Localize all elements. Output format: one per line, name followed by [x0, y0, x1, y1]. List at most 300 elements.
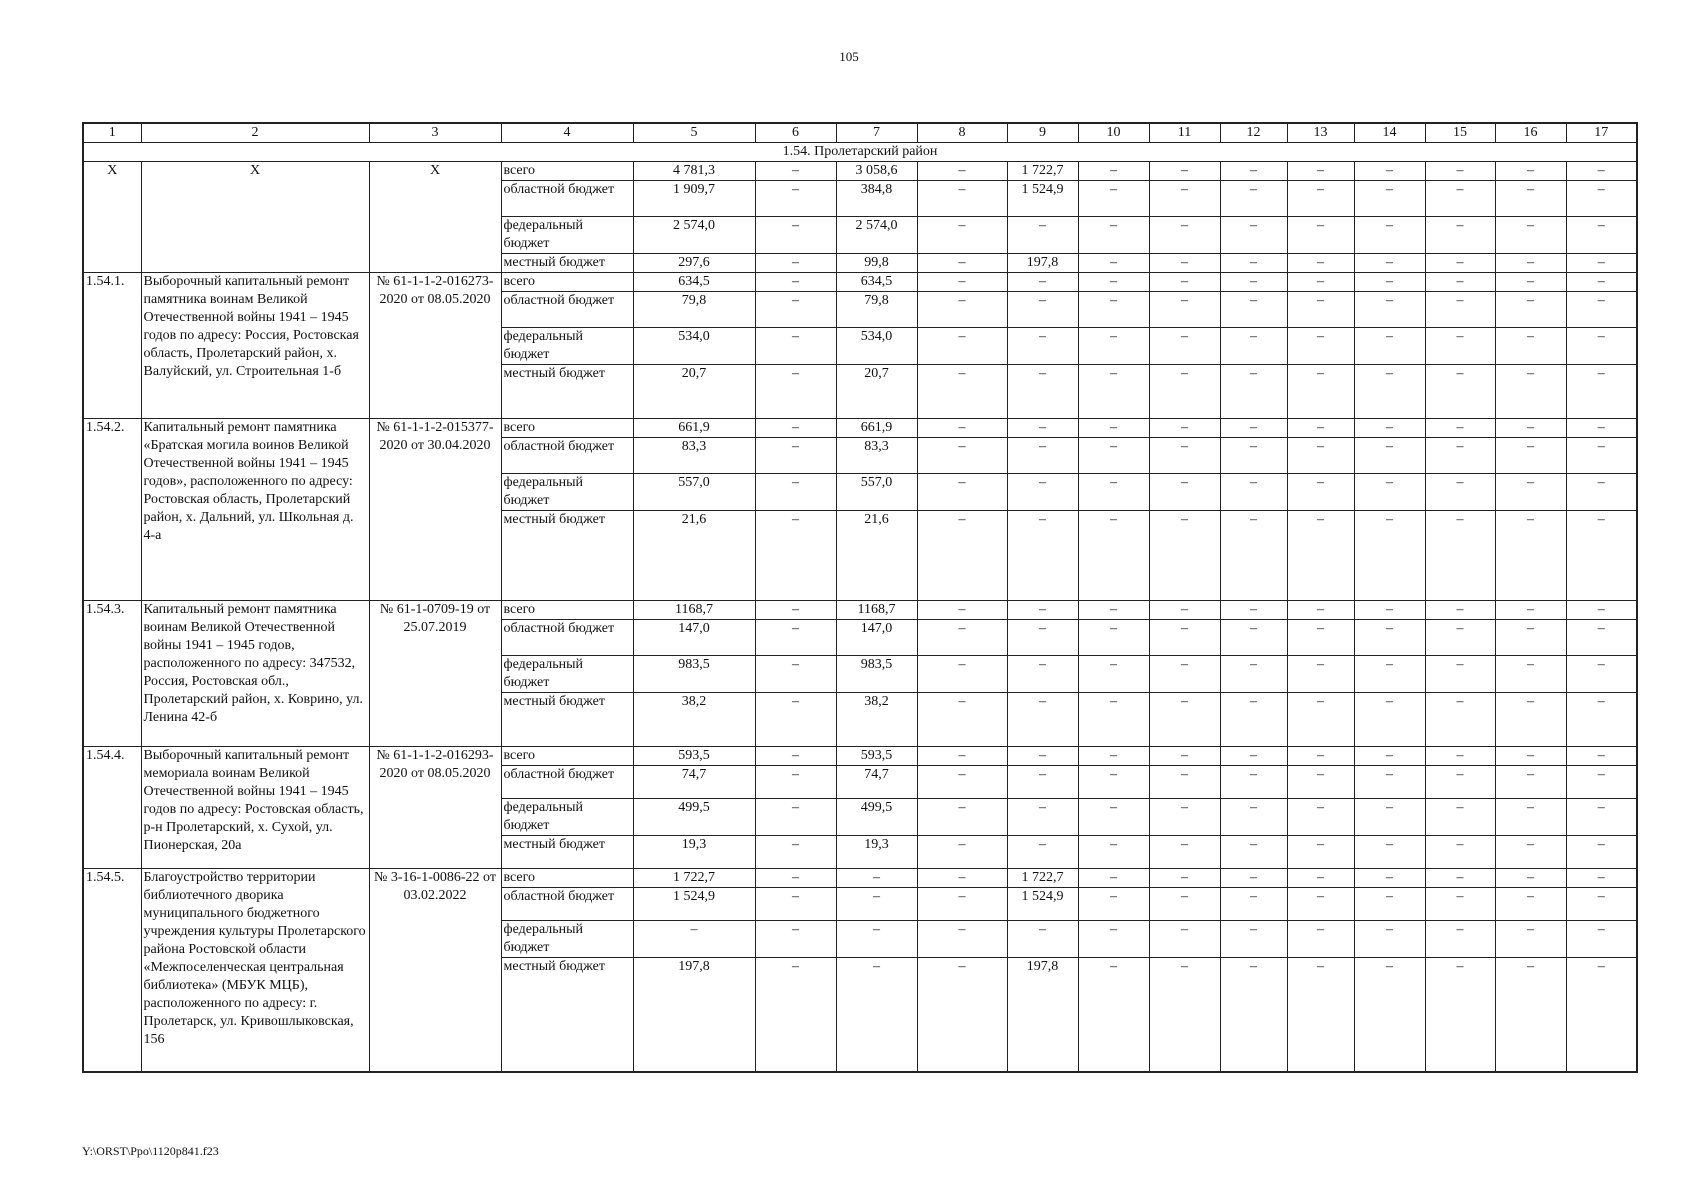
dash-cell: –	[1149, 656, 1220, 693]
dash-cell: –	[1149, 799, 1220, 836]
dash-cell: –	[1078, 162, 1149, 181]
dash-cell: –	[1495, 693, 1566, 747]
amount-col-9: –	[1007, 766, 1078, 799]
dash-cell: –	[917, 217, 1007, 254]
dash-cell: –	[1354, 601, 1425, 620]
dash-cell: –	[1354, 836, 1425, 869]
dash-cell: –	[1220, 799, 1287, 836]
dash-cell: –	[1354, 511, 1425, 601]
object-name-cell: Благоустройство территории библиотечного дворика муниципального бюджетного учреждения культуры Пролетарского района Ростовской области «Межпоселенческая центральная библиотека» (МБУК МЦБ), расположенного по адресу: г. Пролетарск, ул. Кривошлыковская, 156	[141, 869, 369, 1072]
dash-cell: –	[1149, 273, 1220, 292]
amount-col-5: 2 574,0	[633, 217, 755, 254]
dash-cell: –	[1149, 365, 1220, 419]
dash-cell: –	[755, 836, 836, 869]
dash-cell: –	[1495, 419, 1566, 438]
dash-cell: –	[1495, 620, 1566, 656]
dash-cell: –	[1149, 888, 1220, 921]
dash-cell: –	[1149, 601, 1220, 620]
dash-cell: –	[1354, 958, 1425, 1072]
dash-cell: –	[1566, 511, 1637, 601]
amount-col-7: 593,5	[836, 747, 917, 766]
column-number-cell: 14	[1354, 123, 1425, 143]
dash-cell: –	[755, 438, 836, 474]
dash-cell: –	[1566, 888, 1637, 921]
column-number-cell: 9	[1007, 123, 1078, 143]
dash-cell: –	[917, 601, 1007, 620]
amount-col-7: 2 574,0	[836, 217, 917, 254]
amount-col-9: 1 722,7	[1007, 869, 1078, 888]
amount-col-5: 534,0	[633, 328, 755, 365]
dash-cell: –	[917, 162, 1007, 181]
dash-cell: –	[1495, 292, 1566, 328]
dash-cell: –	[755, 799, 836, 836]
amount-col-5: 557,0	[633, 474, 755, 511]
dash-cell: –	[1220, 273, 1287, 292]
document-number-cell: № 61-1-1-2-015377-2020 от 30.04.2020	[369, 419, 501, 601]
dash-cell: –	[755, 292, 836, 328]
document-number-cell: № 61-1-1-2-016293-2020 от 08.05.2020	[369, 747, 501, 869]
dash-cell: –	[755, 747, 836, 766]
dash-cell: –	[755, 273, 836, 292]
amount-col-7: 38,2	[836, 693, 917, 747]
dash-cell: –	[1287, 747, 1354, 766]
amount-col-7: 3 058,6	[836, 162, 917, 181]
amount-col-9: 1 524,9	[1007, 181, 1078, 217]
column-number-cell: 17	[1566, 123, 1637, 143]
dash-cell: –	[1078, 747, 1149, 766]
dash-cell: –	[1078, 328, 1149, 365]
dash-cell: –	[917, 365, 1007, 419]
amount-col-9: 1 722,7	[1007, 162, 1078, 181]
amount-col-5: –	[633, 921, 755, 958]
amount-col-7: 1168,7	[836, 601, 917, 620]
dash-cell: –	[1078, 799, 1149, 836]
dash-cell: –	[1220, 292, 1287, 328]
column-number-cell: 4	[501, 123, 633, 143]
dash-cell: –	[1220, 766, 1287, 799]
dash-cell: –	[1220, 958, 1287, 1072]
dash-cell: –	[1287, 217, 1354, 254]
amount-col-7: 983,5	[836, 656, 917, 693]
amount-col-9: –	[1007, 273, 1078, 292]
dash-cell: –	[1078, 766, 1149, 799]
amount-col-5: 4 781,3	[633, 162, 755, 181]
amount-col-5: 83,3	[633, 438, 755, 474]
dash-cell: –	[917, 620, 1007, 656]
dash-cell: –	[755, 217, 836, 254]
dash-cell: –	[1149, 217, 1220, 254]
dash-cell: –	[1425, 162, 1495, 181]
dash-cell: –	[917, 438, 1007, 474]
table-row	[83, 747, 1637, 766]
dash-cell: –	[1078, 292, 1149, 328]
funding-source-cell: всего	[501, 162, 633, 181]
amount-col-9: –	[1007, 693, 1078, 747]
dash-cell: –	[1078, 438, 1149, 474]
dash-cell: –	[1495, 869, 1566, 888]
dash-cell: –	[1149, 869, 1220, 888]
amount-col-9: –	[1007, 921, 1078, 958]
dash-cell: –	[1566, 693, 1637, 747]
amount-col-9: –	[1007, 438, 1078, 474]
dash-cell: –	[1287, 438, 1354, 474]
dash-cell: –	[1220, 474, 1287, 511]
amount-col-7: 83,3	[836, 438, 917, 474]
dash-cell: –	[1425, 254, 1495, 273]
dash-cell: –	[1287, 656, 1354, 693]
amount-col-7: 384,8	[836, 181, 917, 217]
dash-cell: –	[1425, 365, 1495, 419]
dash-cell: –	[755, 888, 836, 921]
dash-cell: –	[917, 474, 1007, 511]
amount-col-7: –	[836, 888, 917, 921]
amount-col-7: 147,0	[836, 620, 917, 656]
dash-cell: –	[1354, 438, 1425, 474]
dash-cell: –	[755, 254, 836, 273]
funding-source-cell: местный бюджет	[501, 958, 633, 1072]
section-title: 1.54. Пролетарский район	[83, 143, 1637, 162]
dash-cell: –	[755, 511, 836, 601]
amount-col-7: –	[836, 921, 917, 958]
dash-cell: –	[1220, 656, 1287, 693]
dash-cell: –	[1220, 620, 1287, 656]
item-number-cell: X	[83, 162, 141, 273]
dash-cell: –	[1354, 217, 1425, 254]
amount-col-9: –	[1007, 836, 1078, 869]
dash-cell: –	[1425, 888, 1495, 921]
column-number-cell: 8	[917, 123, 1007, 143]
file-path-footer: Y:\ORST\Ppo\1120p841.f23	[82, 1144, 219, 1158]
dash-cell: –	[1566, 799, 1637, 836]
dash-cell: –	[1287, 365, 1354, 419]
dash-cell: –	[1495, 511, 1566, 601]
column-number-cell: 16	[1495, 123, 1566, 143]
dash-cell: –	[1495, 328, 1566, 365]
table-row	[83, 419, 1637, 438]
amount-col-5: 21,6	[633, 511, 755, 601]
amount-col-5: 661,9	[633, 419, 755, 438]
dash-cell: –	[1425, 181, 1495, 217]
dash-cell: –	[755, 328, 836, 365]
dash-cell: –	[1354, 292, 1425, 328]
dash-cell: –	[1149, 921, 1220, 958]
dash-cell: –	[1078, 620, 1149, 656]
dash-cell: –	[917, 747, 1007, 766]
amount-col-9: –	[1007, 292, 1078, 328]
dash-cell: –	[1566, 869, 1637, 888]
dash-cell: –	[1220, 181, 1287, 217]
column-number-cell: 12	[1220, 123, 1287, 143]
dash-cell: –	[1287, 254, 1354, 273]
funding-source-cell: всего	[501, 419, 633, 438]
funding-source-cell: федеральный бюджет	[501, 656, 633, 693]
amount-col-7: 74,7	[836, 766, 917, 799]
amount-col-5: 20,7	[633, 365, 755, 419]
dash-cell: –	[1149, 181, 1220, 217]
dash-cell: –	[1078, 921, 1149, 958]
funding-source-cell: федеральный бюджет	[501, 921, 633, 958]
dash-cell: –	[1287, 474, 1354, 511]
dash-cell: –	[1078, 888, 1149, 921]
dash-cell: –	[1566, 328, 1637, 365]
dash-cell: –	[1425, 656, 1495, 693]
dash-cell: –	[1149, 438, 1220, 474]
funding-source-cell: областной бюджет	[501, 620, 633, 656]
dash-cell: –	[1425, 474, 1495, 511]
dash-cell: –	[1220, 254, 1287, 273]
dash-cell: –	[917, 419, 1007, 438]
dash-cell: –	[755, 656, 836, 693]
dash-cell: –	[1566, 254, 1637, 273]
funding-source-cell: областной бюджет	[501, 766, 633, 799]
amount-col-9: –	[1007, 620, 1078, 656]
funding-source-cell: местный бюджет	[501, 693, 633, 747]
item-number-cell: 1.54.4.	[83, 747, 141, 869]
amount-col-7: 499,5	[836, 799, 917, 836]
dash-cell: –	[917, 888, 1007, 921]
dash-cell: –	[1220, 365, 1287, 419]
dash-cell: –	[1220, 693, 1287, 747]
column-number-cell: 3	[369, 123, 501, 143]
dash-cell: –	[1425, 836, 1495, 869]
dash-cell: –	[1287, 419, 1354, 438]
dash-cell: –	[1354, 888, 1425, 921]
funding-source-cell: местный бюджет	[501, 254, 633, 273]
dash-cell: –	[755, 601, 836, 620]
dash-cell: –	[1287, 799, 1354, 836]
dash-cell: –	[1354, 474, 1425, 511]
dash-cell: –	[1566, 365, 1637, 419]
dash-cell: –	[917, 799, 1007, 836]
object-name-cell: Выборочный капитальный ремонт мемориала воинам Великой Отечественной войны 1941 – 1945 годов по адресу: Ростовская область, р-н Пролетарский, х. Сухой, ул. Пионерская, 20а	[141, 747, 369, 869]
amount-col-5: 38,2	[633, 693, 755, 747]
dash-cell: –	[1287, 273, 1354, 292]
document-number-cell: X	[369, 162, 501, 273]
funding-source-cell: местный бюджет	[501, 365, 633, 419]
dash-cell: –	[1425, 958, 1495, 1072]
dash-cell: –	[1566, 217, 1637, 254]
dash-cell: –	[755, 620, 836, 656]
dash-cell: –	[755, 162, 836, 181]
amount-col-9: –	[1007, 419, 1078, 438]
dash-cell: –	[1287, 292, 1354, 328]
amount-col-5: 1 909,7	[633, 181, 755, 217]
dash-cell: –	[1149, 958, 1220, 1072]
amount-col-9: –	[1007, 217, 1078, 254]
dash-cell: –	[917, 766, 1007, 799]
amount-col-7: 634,5	[836, 273, 917, 292]
dash-cell: –	[1078, 511, 1149, 601]
dash-cell: –	[1495, 888, 1566, 921]
amount-col-9: 197,8	[1007, 958, 1078, 1072]
dash-cell: –	[1149, 474, 1220, 511]
dash-cell: –	[1287, 921, 1354, 958]
dash-cell: –	[917, 273, 1007, 292]
funding-source-cell: всего	[501, 273, 633, 292]
amount-col-7: 99,8	[836, 254, 917, 273]
dash-cell: –	[755, 474, 836, 511]
dash-cell: –	[1220, 419, 1287, 438]
dash-cell: –	[1149, 511, 1220, 601]
dash-cell: –	[1149, 836, 1220, 869]
column-number-cell: 10	[1078, 123, 1149, 143]
dash-cell: –	[1495, 273, 1566, 292]
dash-cell: –	[1078, 869, 1149, 888]
dash-cell: –	[1495, 438, 1566, 474]
dash-cell: –	[1354, 620, 1425, 656]
dash-cell: –	[1425, 601, 1495, 620]
amount-col-5: 1 722,7	[633, 869, 755, 888]
dash-cell: –	[1566, 958, 1637, 1072]
column-number-row	[83, 123, 1637, 143]
dash-cell: –	[1425, 693, 1495, 747]
dash-cell: –	[1078, 419, 1149, 438]
dash-cell: –	[1078, 836, 1149, 869]
dash-cell: –	[917, 693, 1007, 747]
dash-cell: –	[1566, 656, 1637, 693]
amount-col-9: 197,8	[1007, 254, 1078, 273]
funding-source-cell: областной бюджет	[501, 181, 633, 217]
dash-cell: –	[1287, 888, 1354, 921]
page-number: 105	[839, 49, 859, 64]
column-number-cell: 6	[755, 123, 836, 143]
object-name-cell: Выборочный капитальный ремонт памятника воинам Великой Отечественной войны 1941 – 1945 годов по адресу: Россия, Ростовская область, Пролетарский район, х. Валуйский, ул. Строительная 1-б	[141, 273, 369, 419]
dash-cell: –	[1425, 921, 1495, 958]
dash-cell: –	[1287, 693, 1354, 747]
funding-source-cell: областной бюджет	[501, 292, 633, 328]
dash-cell: –	[1354, 766, 1425, 799]
section-title-row	[83, 143, 1637, 162]
dash-cell: –	[1566, 766, 1637, 799]
dash-cell: –	[1354, 273, 1425, 292]
funding-source-cell: всего	[501, 601, 633, 620]
item-number-cell: 1.54.2.	[83, 419, 141, 601]
dash-cell: –	[1149, 620, 1220, 656]
dash-cell: –	[1078, 181, 1149, 217]
dash-cell: –	[1220, 601, 1287, 620]
dash-cell: –	[755, 766, 836, 799]
dash-cell: –	[755, 365, 836, 419]
dash-cell: –	[1354, 747, 1425, 766]
dash-cell: –	[917, 292, 1007, 328]
amount-col-7: 20,7	[836, 365, 917, 419]
amount-col-9: –	[1007, 747, 1078, 766]
dash-cell: –	[1220, 511, 1287, 601]
amount-col-7: 661,9	[836, 419, 917, 438]
dash-cell: –	[1566, 419, 1637, 438]
dash-cell: –	[1287, 766, 1354, 799]
amount-col-7: 21,6	[836, 511, 917, 601]
column-number-cell: 11	[1149, 123, 1220, 143]
column-number-cell: 15	[1425, 123, 1495, 143]
dash-cell: –	[1220, 836, 1287, 869]
dash-cell: –	[1425, 438, 1495, 474]
document-number-cell: № 61-1-0709-19 от 25.07.2019	[369, 601, 501, 747]
dash-cell: –	[1287, 511, 1354, 601]
amount-col-9: –	[1007, 799, 1078, 836]
amount-col-7: 557,0	[836, 474, 917, 511]
dash-cell: –	[1566, 601, 1637, 620]
funding-source-cell: местный бюджет	[501, 511, 633, 601]
table-row	[83, 162, 1637, 181]
dash-cell: –	[1425, 869, 1495, 888]
dash-cell: –	[1220, 438, 1287, 474]
dash-cell: –	[1220, 328, 1287, 365]
dash-cell: –	[1495, 474, 1566, 511]
column-number-cell: 13	[1287, 123, 1354, 143]
amount-col-7: 534,0	[836, 328, 917, 365]
dash-cell: –	[1354, 921, 1425, 958]
dash-cell: –	[1078, 693, 1149, 747]
dash-cell: –	[1149, 747, 1220, 766]
dash-cell: –	[1495, 921, 1566, 958]
dash-cell: –	[755, 693, 836, 747]
amount-col-5: 634,5	[633, 273, 755, 292]
dash-cell: –	[1354, 181, 1425, 217]
dash-cell: –	[1425, 511, 1495, 601]
amount-col-9: 1 524,9	[1007, 888, 1078, 921]
dash-cell: –	[917, 254, 1007, 273]
dash-cell: –	[917, 328, 1007, 365]
dash-cell: –	[1149, 766, 1220, 799]
dash-cell: –	[1566, 836, 1637, 869]
dash-cell: –	[1354, 365, 1425, 419]
dash-cell: –	[1566, 921, 1637, 958]
document-number-cell: № 3-16-1-0086-22 от 03.02.2022	[369, 869, 501, 1072]
dash-cell: –	[1287, 958, 1354, 1072]
dash-cell: –	[755, 958, 836, 1072]
dash-cell: –	[1149, 254, 1220, 273]
dash-cell: –	[1354, 656, 1425, 693]
dash-cell: –	[1495, 181, 1566, 217]
dash-cell: –	[1220, 217, 1287, 254]
dash-cell: –	[755, 419, 836, 438]
dash-cell: –	[1354, 419, 1425, 438]
dash-cell: –	[1287, 601, 1354, 620]
amount-col-9: –	[1007, 474, 1078, 511]
dash-cell: –	[1495, 747, 1566, 766]
amount-col-7: 79,8	[836, 292, 917, 328]
amount-col-5: 1168,7	[633, 601, 755, 620]
dash-cell: –	[917, 181, 1007, 217]
dash-cell: –	[1078, 601, 1149, 620]
dash-cell: –	[1220, 921, 1287, 958]
dash-cell: –	[1566, 747, 1637, 766]
dash-cell: –	[1425, 217, 1495, 254]
column-number-cell: 1	[83, 123, 141, 143]
dash-cell: –	[1149, 328, 1220, 365]
dash-cell: –	[1495, 365, 1566, 419]
dash-cell: –	[1078, 217, 1149, 254]
dash-cell: –	[1566, 181, 1637, 217]
dash-cell: –	[1220, 747, 1287, 766]
dash-cell: –	[1287, 836, 1354, 869]
dash-cell: –	[755, 181, 836, 217]
document-number-cell: № 61-1-1-2-016273-2020 от 08.05.2020	[369, 273, 501, 419]
amount-col-5: 74,7	[633, 766, 755, 799]
dash-cell: –	[1495, 766, 1566, 799]
amount-col-9: –	[1007, 365, 1078, 419]
dash-cell: –	[1354, 328, 1425, 365]
amount-col-7: –	[836, 958, 917, 1072]
funding-source-cell: всего	[501, 869, 633, 888]
amount-col-5: 1 524,9	[633, 888, 755, 921]
dash-cell: –	[1566, 273, 1637, 292]
object-name-cell: Капитальный ремонт памятника «Братская могила воинов Великой Отечественной войны 1941 – 1945 годов», расположенного по адресу: Ростовская область, Пролетарский район, х. Дальний, ул. Школьная д. 4-а	[141, 419, 369, 601]
dash-cell: –	[1425, 766, 1495, 799]
dash-cell: –	[1287, 181, 1354, 217]
dash-cell: –	[1149, 419, 1220, 438]
